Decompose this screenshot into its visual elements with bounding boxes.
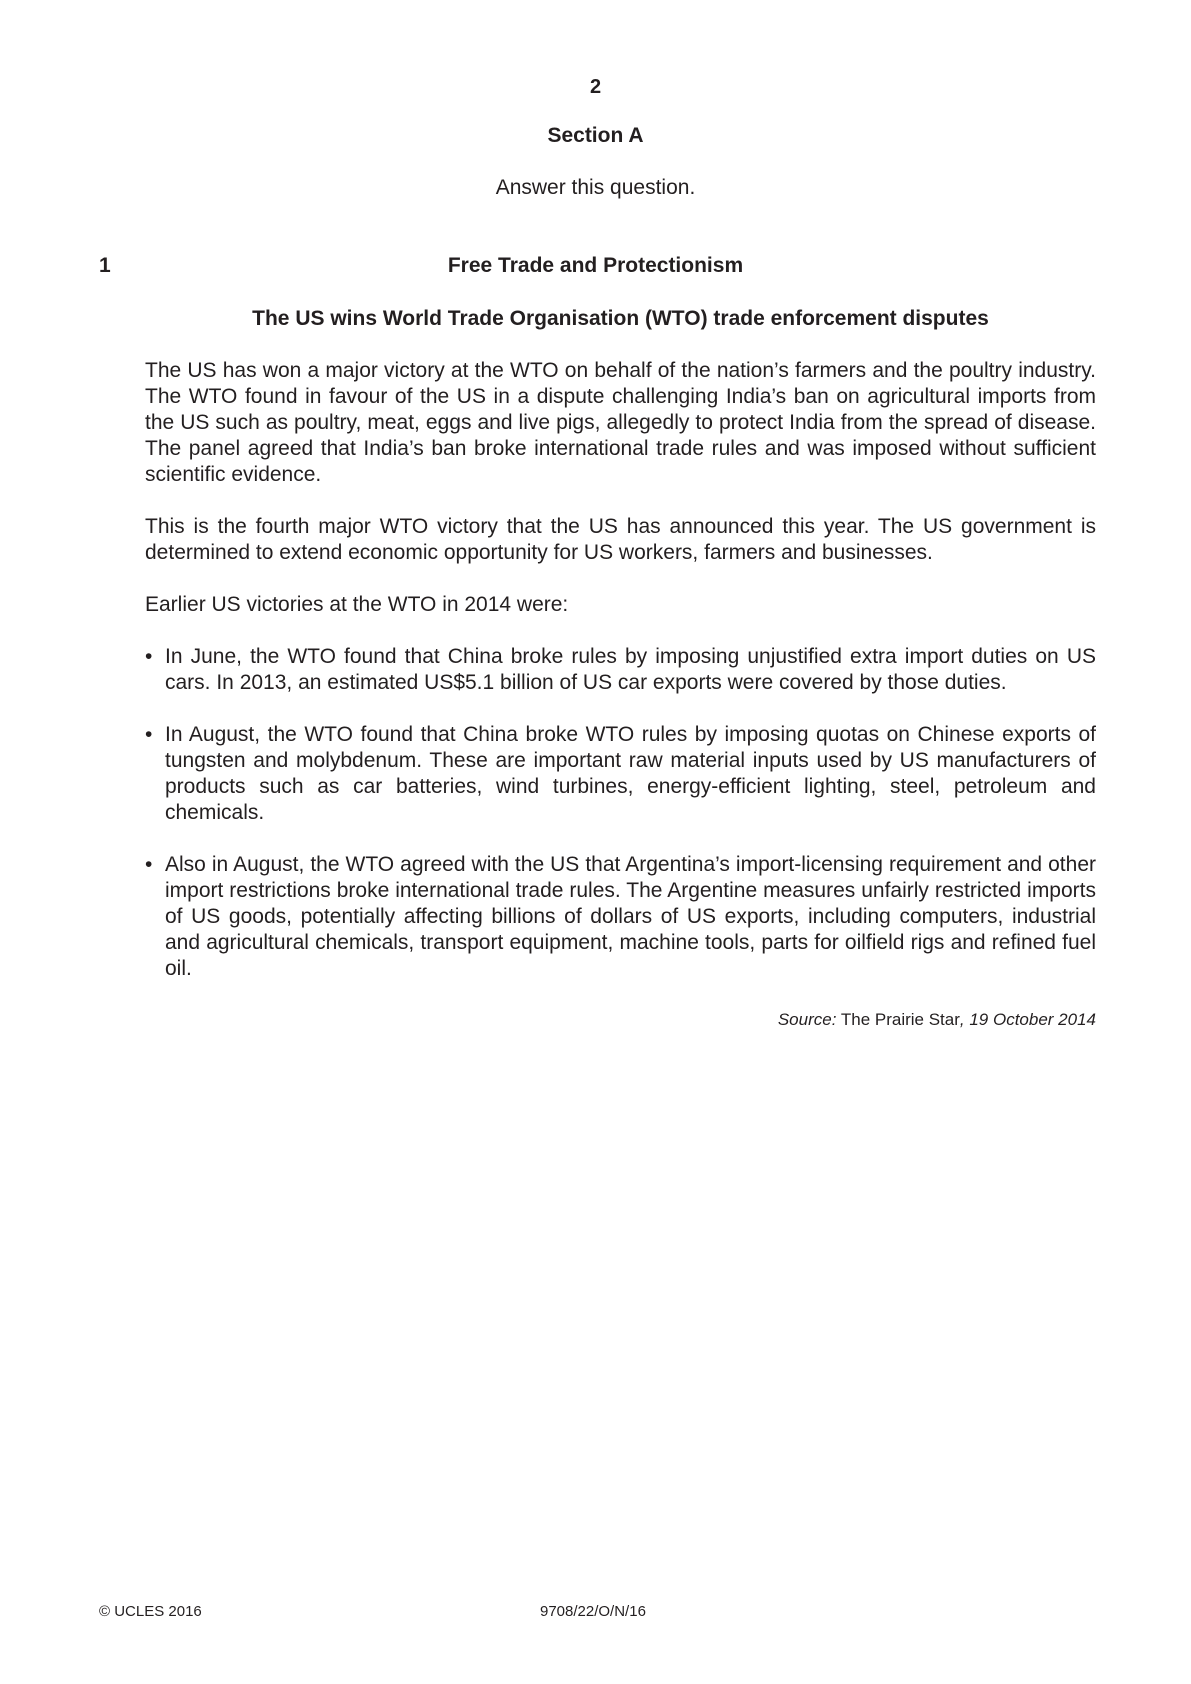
source-publication: The Prairie Star (836, 1010, 960, 1029)
list-item-text: In August, the WTO found that China broke WTO rules by imposing quotas on Chinese exports of tungsten and molybdenum. These are important raw material inputs used by US manufacturers of products such as car batteries, wind turbines, energy-efficient lighting, steel, petroleum and chemicals. (165, 723, 1096, 824)
bullet-icon: • (145, 645, 153, 668)
source-label: Source: (777, 1010, 837, 1029)
bullet-icon: • (145, 853, 153, 876)
instruction-text: Answer this question. (495, 176, 696, 199)
question-title: Free Trade and Protectionism (447, 254, 744, 277)
bullet-icon: • (145, 723, 153, 746)
article-paragraph: The US has won a major victory at the WTO on behalf of the nation’s farmers and the poultry industry. The WTO found in favour of the US in a dispute challenging India’s ban on agricultural imports from the US such as poultry, meat, eggs and live pigs, allegedly to protect India from the spread of disease. The panel agreed that India’s ban broke international trade rules and was imposed without sufficient scientific evidence. (145, 359, 1096, 486)
article-paragraph: Earlier US victories at the WTO in 2014 were: (145, 593, 569, 616)
footer-copyright: © UCLES 2016 (99, 1603, 202, 1620)
section-title: Section A (547, 124, 644, 147)
article-body (145, 358, 1096, 1008)
page-number: 2 (589, 76, 602, 98)
source-citation (145, 1010, 1096, 1030)
victories-list (145, 644, 1096, 982)
list-item-text: In June, the WTO found that China broke rules by imposing unjustified extra import duties on US cars. In 2013, an estimated US$5.1 billion of US car exports were covered by those duties. (165, 645, 1096, 694)
source-date: , 19 October 2014 (959, 1010, 1096, 1029)
footer-paper-code: 9708/22/O/N/16 (540, 1603, 646, 1620)
list-item (145, 722, 1096, 826)
list-item (145, 852, 1096, 982)
article-paragraph: This is the fourth major WTO victory that the US has announced this year. The US government is determined to extend economic opportunity for US workers, farmers and businesses. (145, 515, 1096, 564)
question-number: 1 (99, 254, 111, 277)
article-headline: The US wins World Trade Organisation (WTO) trade enforcement disputes (252, 307, 989, 330)
list-item-text: Also in August, the WTO agreed with the US that Argentina’s import-licensing requirement and other import restrictions broke international trade rules. The Argentine measures unfairly restricted imports of US goods, potentially affecting billions of dollars of US exports, including computers, industrial and agricultural chemicals, transport equipment, machine tools, parts for oilfield rigs and refined fuel oil. (165, 853, 1096, 980)
list-item (145, 644, 1096, 696)
